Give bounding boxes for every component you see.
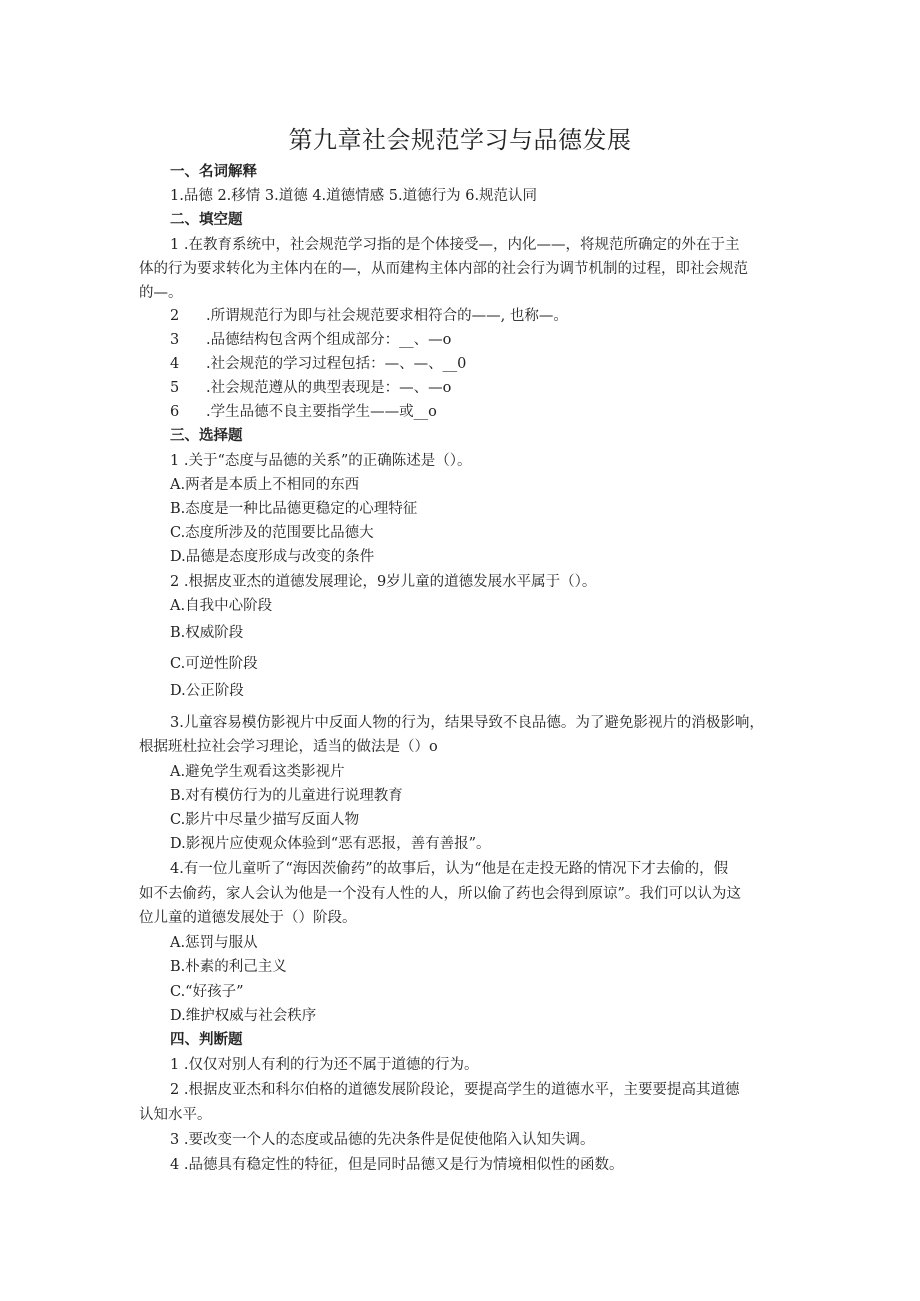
choice-q4-line1: 4.有一位儿童听了“海因茨偷药”的故事后，认为“他是在走投无路的情况下才去偷的，假 <box>170 861 729 877</box>
choice-q4-line2: 如不去偷药，家人会认为他是一个没有人性的人，所以偷了药也会得到原谅”。我们可以认为这 <box>139 886 741 902</box>
question-number: 3 <box>170 332 180 348</box>
choice-q3-line2: 根据班杜拉社会学习理论，适当的做法是（）o <box>139 739 438 755</box>
question-number: 4 <box>170 356 180 372</box>
section-heading-choice: 三、选择题 <box>170 427 243 444</box>
choice-option: C.可逆性阶段 <box>170 656 258 672</box>
question-number: 6 <box>170 404 180 420</box>
choice-q3-line1: 3.儿童容易模仿影视片中反面人物的行为，结果导致不良品德。为了避免影视片的消极影响， <box>170 715 764 731</box>
question-text: .社会规范遵从的典型表现是：—、—o <box>206 380 452 396</box>
question-text: .所谓规范行为即与社会规范要求相符合的——, 也称—。 <box>206 308 568 324</box>
section-heading-fill: 二、填空题 <box>170 211 243 228</box>
question-text: .品德结构包含两个组成部分：__、—o <box>206 332 452 348</box>
fill-question <box>170 330 451 350</box>
judge-q4: 4 .品德具有稳定性的特征，但是同时品德又是行为情境相似性的函数。 <box>170 1157 624 1173</box>
fill-question <box>170 378 451 398</box>
fill-question <box>170 354 466 374</box>
fill-q1-line1: 1 .在教育系统中，社会规范学习指的是个体接受—，内化——，将规范所确定的外在于主 <box>170 237 740 253</box>
choice-option: D.影视片应使观众体验到“恶有恶报，善有善报”。 <box>170 836 491 852</box>
choice-q2: 2 .根据皮亚杰的道德发展理论，9岁儿童的道德发展水平属于（）。 <box>170 574 597 590</box>
choice-q4-line3: 位儿童的道德发展处于（）阶段。 <box>139 910 357 926</box>
choice-option: C.态度所涉及的范围要比品德大 <box>170 525 374 541</box>
question-text: .社会规范的学习过程包括：—、—、__0 <box>206 356 467 372</box>
choice-option: D.公正阶段 <box>170 683 244 699</box>
choice-option: A.自我中心阶段 <box>170 598 273 614</box>
choice-option: C.影片中尽量少描写反面人物 <box>170 812 360 828</box>
judge-q1: 1 .仅仅对别人有利的行为还不属于道德的行为。 <box>170 1057 479 1073</box>
choice-option: B.权威阶段 <box>170 625 244 641</box>
fill-question <box>170 306 568 326</box>
question-text: .学生品德不良主要指学生——或__o <box>206 404 437 420</box>
choice-option: B.朴素的利己主义 <box>170 959 287 975</box>
section-heading-judge: 四、判断题 <box>170 1031 243 1048</box>
question-number: 5 <box>170 380 180 396</box>
judge-q2-line1: 2 .根据皮亚杰和科尔伯格的道德发展阶段论，要提高学生的道德水平，主要要提高其道德 <box>170 1082 740 1098</box>
choice-option: D.维护权威与社会秩序 <box>170 1008 317 1024</box>
choice-option: A.避免学生观看这类影视片 <box>170 764 345 780</box>
choice-option: A.惩罚与服从 <box>170 935 258 951</box>
page-title: 第九章社会规范学习与品德发展 <box>288 126 632 154</box>
fill-q1-line3: 的—。 <box>139 285 183 301</box>
choice-option: B.对有模仿行为的儿童进行说理教育 <box>170 788 403 804</box>
judge-q2-line2: 认知水平。 <box>139 1107 212 1123</box>
choice-option: A.两者是本质上不相同的东西 <box>170 477 360 493</box>
question-number: 2 <box>170 308 180 324</box>
choice-option: B.态度是一种比品德更稳定的心理特征 <box>170 501 418 517</box>
section-heading-terms: 一、名词解释 <box>170 163 257 180</box>
judge-q3: 3 .要改变一个人的态度或品德的先决条件是促使他陷入认知失调。 <box>170 1132 595 1148</box>
choice-q1: 1 .关于“态度与品德的关系”的正确陈述是（）。 <box>170 453 472 469</box>
fill-q1-line2: 体的行为要求转化为主体内在的—，从而建构主体内部的社会行为调节机制的过程，即社会规范 <box>139 261 748 277</box>
choice-option: C.“好孩子” <box>170 984 244 1000</box>
fill-question <box>170 402 437 422</box>
choice-option: D.品德是态度形成与改变的条件 <box>170 549 375 565</box>
terms-list: 1.品德 2.移情 3.道德 4.道德情感 5.道德行为 6.规范认同 <box>170 188 538 204</box>
